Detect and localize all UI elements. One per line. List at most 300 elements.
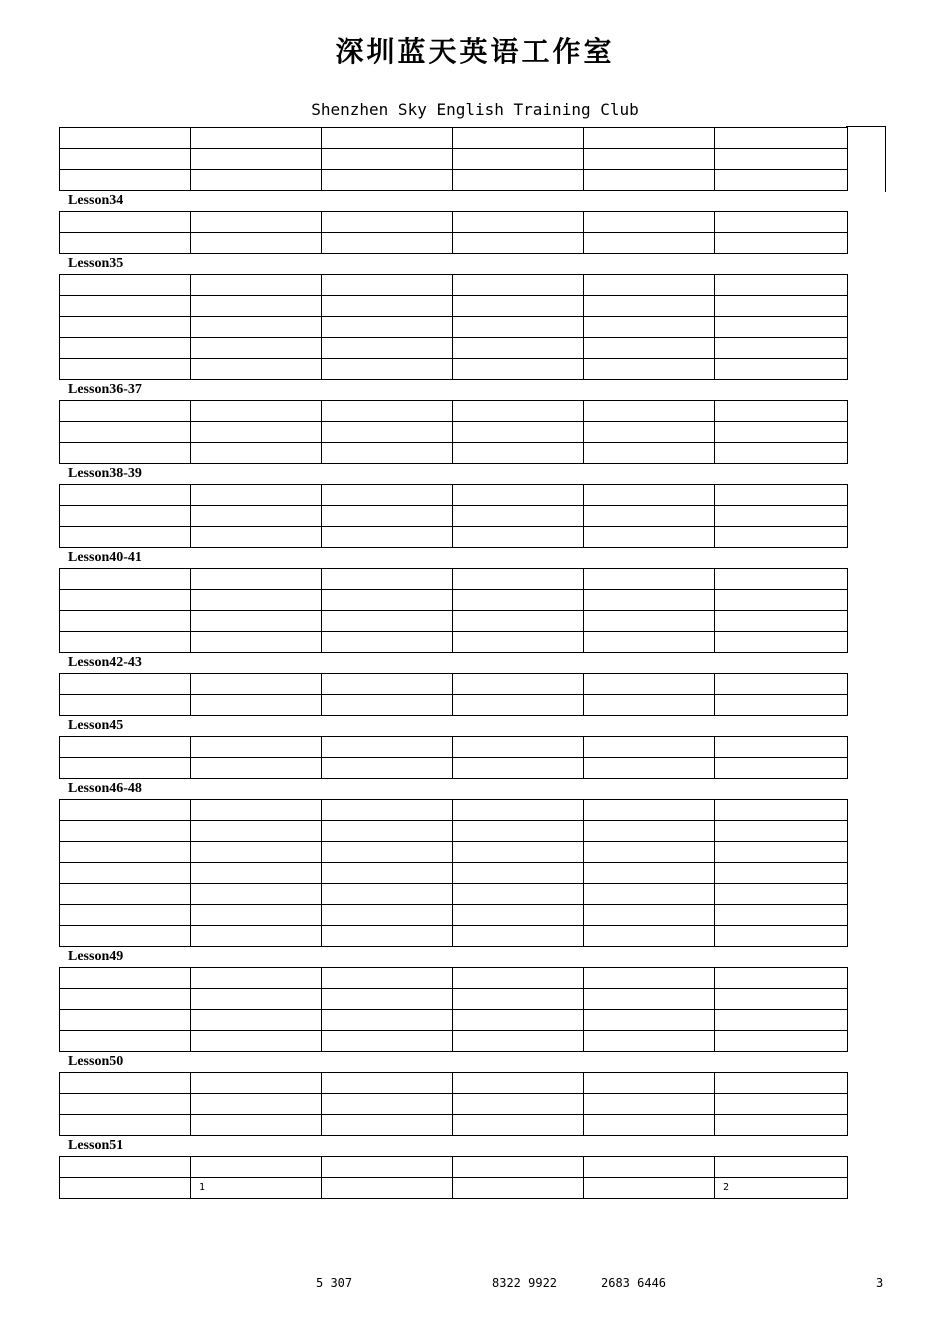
answer-cell[interactable] xyxy=(584,422,715,443)
answer-cell[interactable] xyxy=(322,1157,453,1178)
prompt-cell xyxy=(715,443,848,464)
answer-cell[interactable] xyxy=(322,338,453,359)
prompt-cell xyxy=(453,275,584,296)
answer-cell[interactable] xyxy=(60,989,191,1010)
footer-room: 5 307 xyxy=(316,1276,353,1290)
answer-cell[interactable] xyxy=(322,1073,453,1094)
answer-cell[interactable] xyxy=(60,695,191,716)
prompt-cell xyxy=(191,1157,322,1178)
prompt-cell xyxy=(453,863,584,884)
prompt-cell xyxy=(453,569,584,590)
answer-cell[interactable] xyxy=(584,926,715,947)
prompt-cell xyxy=(453,1010,584,1031)
page-title: 深圳蓝天英语工作室 xyxy=(335,35,615,68)
answer-cell[interactable] xyxy=(584,863,715,884)
lesson-heading: Lesson34 xyxy=(68,193,124,208)
prompt-cell xyxy=(453,758,584,779)
prompt-cell xyxy=(191,842,322,863)
lesson-heading: Lesson36-37 xyxy=(68,382,142,397)
answer-cell[interactable] xyxy=(322,737,453,758)
prompt-cell xyxy=(453,1157,584,1178)
answer-cell[interactable] xyxy=(584,674,715,695)
answer-cell[interactable] xyxy=(584,968,715,989)
answer-cell[interactable] xyxy=(322,926,453,947)
table-row xyxy=(60,989,848,1010)
answer-cell[interactable] xyxy=(584,1157,715,1178)
prompt-cell xyxy=(715,1157,848,1178)
prompt-cell xyxy=(191,170,322,191)
prompt-cell xyxy=(715,212,848,233)
table-row xyxy=(60,485,848,506)
vocabulary-sheet xyxy=(59,127,847,1199)
table-row xyxy=(60,758,848,779)
prompt-cell xyxy=(453,1178,584,1199)
answer-cell[interactable] xyxy=(322,527,453,548)
prompt-cell xyxy=(715,884,848,905)
vocab-table xyxy=(59,211,848,254)
table-row xyxy=(60,590,848,611)
table-row xyxy=(60,317,848,338)
table-row xyxy=(60,1178,848,1199)
prompt-cell xyxy=(715,485,848,506)
table-row xyxy=(60,695,848,716)
prompt-cell xyxy=(715,1115,848,1136)
answer-cell[interactable] xyxy=(322,422,453,443)
prompt-cell xyxy=(191,317,322,338)
prompt-cell xyxy=(191,149,322,170)
answer-cell[interactable] xyxy=(322,128,453,149)
answer-cell[interactable] xyxy=(60,821,191,842)
prompt-cell xyxy=(715,170,848,191)
lesson-heading: Lesson38-39 xyxy=(68,466,142,481)
table-row xyxy=(60,1094,848,1115)
prompt-cell xyxy=(453,422,584,443)
table-row xyxy=(60,821,848,842)
vocab-table xyxy=(59,127,848,191)
prompt-cell xyxy=(715,632,848,653)
answer-cell[interactable] xyxy=(322,1010,453,1031)
footer-page-number: 3 xyxy=(876,1276,884,1290)
table-row xyxy=(60,1010,848,1031)
vocab-table xyxy=(59,736,848,779)
answer-cell[interactable] xyxy=(322,800,453,821)
prompt-cell xyxy=(191,569,322,590)
prompt-cell xyxy=(191,884,322,905)
prompt-cell xyxy=(715,317,848,338)
prompt-cell xyxy=(715,800,848,821)
prompt-cell xyxy=(715,1073,848,1094)
table-row xyxy=(60,737,848,758)
table-row xyxy=(60,275,848,296)
prompt-cell xyxy=(715,842,848,863)
vocab-table xyxy=(59,400,848,464)
answer-cell[interactable] xyxy=(584,569,715,590)
footer-phone-1: 8322 9922 xyxy=(492,1276,558,1290)
answer-cell[interactable] xyxy=(60,611,191,632)
prompt-cell xyxy=(715,695,848,716)
prompt-cell xyxy=(715,989,848,1010)
prompt-cell xyxy=(191,422,322,443)
answer-cell[interactable] xyxy=(60,359,191,380)
prompt-cell xyxy=(191,758,322,779)
prompt-cell xyxy=(191,926,322,947)
table-row xyxy=(60,674,848,695)
prompt-cell xyxy=(453,149,584,170)
prompt-cell xyxy=(191,212,322,233)
answer-cell[interactable] xyxy=(60,1094,191,1115)
answer-cell[interactable] xyxy=(584,485,715,506)
prompt-cell xyxy=(191,338,322,359)
table-row xyxy=(60,212,848,233)
prompt-cell xyxy=(191,1094,322,1115)
vocab-table xyxy=(59,673,848,716)
answer-cell[interactable] xyxy=(60,170,191,191)
prompt-cell xyxy=(453,737,584,758)
prompt-cell xyxy=(453,674,584,695)
prompt-cell xyxy=(453,590,584,611)
answer-cell[interactable] xyxy=(322,233,453,254)
answer-cell[interactable] xyxy=(584,149,715,170)
answer-cell[interactable] xyxy=(322,359,453,380)
prompt-cell xyxy=(453,338,584,359)
prompt-cell: 1 xyxy=(191,1178,322,1199)
table-row xyxy=(60,128,848,149)
prompt-cell xyxy=(191,485,322,506)
answer-cell[interactable] xyxy=(584,758,715,779)
answer-cell[interactable] xyxy=(322,821,453,842)
prompt-cell xyxy=(715,401,848,422)
answer-cell[interactable] xyxy=(584,989,715,1010)
table-row xyxy=(60,1115,848,1136)
prompt-cell: 2 xyxy=(715,1178,848,1199)
prompt-cell xyxy=(453,905,584,926)
prompt-cell xyxy=(191,296,322,317)
prompt-cell xyxy=(191,989,322,1010)
lesson-heading: Lesson46-48 xyxy=(68,781,142,796)
prompt-cell xyxy=(453,1073,584,1094)
table-row xyxy=(60,1073,848,1094)
lesson-heading: Lesson45 xyxy=(68,718,124,733)
prompt-cell xyxy=(453,212,584,233)
prompt-cell xyxy=(453,926,584,947)
vocab-table xyxy=(59,484,848,548)
prompt-cell xyxy=(453,401,584,422)
prompt-cell xyxy=(715,338,848,359)
prompt-cell xyxy=(453,611,584,632)
prompt-cell xyxy=(715,1094,848,1115)
answer-cell[interactable] xyxy=(584,296,715,317)
answer-cell[interactable] xyxy=(322,212,453,233)
answer-cell[interactable] xyxy=(322,569,453,590)
answer-cell[interactable] xyxy=(584,317,715,338)
prompt-cell xyxy=(191,590,322,611)
answer-cell[interactable] xyxy=(60,149,191,170)
answer-cell[interactable] xyxy=(584,1094,715,1115)
table-row xyxy=(60,422,848,443)
answer-cell[interactable] xyxy=(584,506,715,527)
prompt-cell xyxy=(191,632,322,653)
prompt-cell xyxy=(715,527,848,548)
prompt-cell xyxy=(191,905,322,926)
table-row xyxy=(60,884,848,905)
prompt-cell xyxy=(191,359,322,380)
answer-cell[interactable] xyxy=(584,905,715,926)
prompt-cell xyxy=(715,296,848,317)
answer-cell[interactable] xyxy=(584,800,715,821)
prompt-cell xyxy=(191,674,322,695)
answer-cell[interactable] xyxy=(584,170,715,191)
answer-cell[interactable] xyxy=(60,128,191,149)
table-row xyxy=(60,842,848,863)
answer-cell[interactable] xyxy=(60,1178,191,1199)
answer-cell[interactable] xyxy=(60,275,191,296)
answer-cell[interactable] xyxy=(322,842,453,863)
table-row xyxy=(60,569,848,590)
answer-cell[interactable] xyxy=(322,884,453,905)
answer-cell[interactable] xyxy=(584,884,715,905)
vocab-table xyxy=(59,967,848,1052)
table-row xyxy=(60,863,848,884)
answer-cell[interactable] xyxy=(584,275,715,296)
table-row xyxy=(60,401,848,422)
vocab-table xyxy=(59,799,848,947)
prompt-cell xyxy=(715,359,848,380)
prompt-cell xyxy=(191,968,322,989)
prompt-cell xyxy=(191,233,322,254)
prompt-cell xyxy=(453,1031,584,1052)
answer-cell[interactable] xyxy=(584,1178,715,1199)
answer-cell[interactable] xyxy=(60,296,191,317)
answer-cell[interactable] xyxy=(584,695,715,716)
prompt-cell xyxy=(191,506,322,527)
answer-cell[interactable] xyxy=(322,611,453,632)
answer-cell[interactable] xyxy=(322,443,453,464)
table-edge-vline xyxy=(885,126,886,192)
table-row xyxy=(60,1031,848,1052)
answer-cell[interactable] xyxy=(60,758,191,779)
answer-cell[interactable] xyxy=(584,401,715,422)
answer-cell[interactable] xyxy=(60,968,191,989)
answer-cell[interactable] xyxy=(60,1157,191,1178)
answer-cell[interactable] xyxy=(60,527,191,548)
prompt-cell xyxy=(191,1073,322,1094)
prompt-cell xyxy=(715,737,848,758)
answer-cell[interactable] xyxy=(60,800,191,821)
answer-cell[interactable] xyxy=(322,506,453,527)
prompt-cell xyxy=(715,758,848,779)
answer-cell[interactable] xyxy=(322,275,453,296)
prompt-cell xyxy=(715,905,848,926)
table-edge-line xyxy=(846,126,886,127)
lesson-heading: Lesson51 xyxy=(68,1138,124,1153)
answer-cell[interactable] xyxy=(60,926,191,947)
answer-cell[interactable] xyxy=(60,1115,191,1136)
prompt-cell xyxy=(453,170,584,191)
answer-cell[interactable] xyxy=(60,317,191,338)
answer-cell[interactable] xyxy=(322,401,453,422)
prompt-cell xyxy=(715,149,848,170)
answer-cell[interactable] xyxy=(584,233,715,254)
table-row xyxy=(60,233,848,254)
answer-cell[interactable] xyxy=(322,1115,453,1136)
answer-cell[interactable] xyxy=(322,968,453,989)
vocab-table xyxy=(59,1156,848,1199)
vocab-table xyxy=(59,274,848,380)
table-row xyxy=(60,527,848,548)
prompt-cell xyxy=(453,296,584,317)
prompt-cell xyxy=(453,821,584,842)
prompt-cell xyxy=(191,821,322,842)
answer-cell[interactable] xyxy=(584,1010,715,1031)
answer-cell[interactable] xyxy=(322,170,453,191)
answer-cell[interactable] xyxy=(60,422,191,443)
table-row xyxy=(60,1157,848,1178)
prompt-cell xyxy=(715,506,848,527)
prompt-cell xyxy=(191,1010,322,1031)
answer-cell[interactable] xyxy=(60,338,191,359)
table-row xyxy=(60,443,848,464)
prompt-cell xyxy=(191,1031,322,1052)
prompt-cell xyxy=(453,1115,584,1136)
prompt-cell xyxy=(191,863,322,884)
answer-cell[interactable] xyxy=(322,695,453,716)
prompt-cell xyxy=(453,233,584,254)
answer-cell[interactable] xyxy=(322,296,453,317)
prompt-cell xyxy=(191,695,322,716)
answer-cell[interactable] xyxy=(322,149,453,170)
answer-cell[interactable] xyxy=(60,1073,191,1094)
prompt-cell xyxy=(191,128,322,149)
prompt-cell xyxy=(453,506,584,527)
table-row xyxy=(60,170,848,191)
answer-cell[interactable] xyxy=(584,359,715,380)
answer-cell[interactable] xyxy=(60,1031,191,1052)
answer-cell[interactable] xyxy=(322,989,453,1010)
answer-cell[interactable] xyxy=(322,1031,453,1052)
answer-cell[interactable] xyxy=(584,527,715,548)
answer-cell[interactable] xyxy=(322,590,453,611)
table-row xyxy=(60,506,848,527)
prompt-cell xyxy=(715,422,848,443)
answer-cell[interactable] xyxy=(584,1115,715,1136)
table-row xyxy=(60,905,848,926)
page-subtitle: Shenzhen Sky English Training Club xyxy=(311,100,639,119)
answer-cell[interactable] xyxy=(60,1010,191,1031)
prompt-cell xyxy=(715,590,848,611)
table-row xyxy=(60,632,848,653)
answer-cell[interactable] xyxy=(60,212,191,233)
prompt-cell xyxy=(191,401,322,422)
prompt-cell xyxy=(191,611,322,632)
lesson-heading: Lesson50 xyxy=(68,1054,124,1069)
answer-cell[interactable] xyxy=(60,401,191,422)
prompt-cell xyxy=(453,800,584,821)
answer-cell[interactable] xyxy=(584,632,715,653)
prompt-cell xyxy=(453,1094,584,1115)
answer-cell[interactable] xyxy=(322,1094,453,1115)
answer-cell[interactable] xyxy=(60,863,191,884)
table-row xyxy=(60,611,848,632)
answer-cell[interactable] xyxy=(60,842,191,863)
table-row xyxy=(60,296,848,317)
prompt-cell xyxy=(715,128,848,149)
answer-cell[interactable] xyxy=(60,443,191,464)
prompt-cell xyxy=(715,1010,848,1031)
table-row xyxy=(60,968,848,989)
answer-cell[interactable] xyxy=(584,128,715,149)
answer-cell[interactable] xyxy=(60,632,191,653)
lesson-heading: Lesson40-41 xyxy=(68,550,142,565)
answer-cell[interactable] xyxy=(322,863,453,884)
answer-cell[interactable] xyxy=(60,905,191,926)
answer-cell[interactable] xyxy=(584,737,715,758)
answer-cell[interactable] xyxy=(584,611,715,632)
answer-cell[interactable] xyxy=(322,758,453,779)
prompt-cell xyxy=(453,968,584,989)
table-row xyxy=(60,359,848,380)
table-row xyxy=(60,338,848,359)
answer-cell[interactable] xyxy=(60,674,191,695)
answer-cell[interactable] xyxy=(584,443,715,464)
answer-cell[interactable] xyxy=(322,632,453,653)
answer-cell[interactable] xyxy=(584,212,715,233)
lesson-heading: Lesson42-43 xyxy=(68,655,142,670)
answer-cell[interactable] xyxy=(60,233,191,254)
answer-cell[interactable] xyxy=(322,905,453,926)
prompt-cell xyxy=(453,884,584,905)
prompt-cell xyxy=(191,737,322,758)
prompt-cell xyxy=(453,485,584,506)
prompt-cell xyxy=(191,527,322,548)
prompt-cell xyxy=(453,989,584,1010)
prompt-cell xyxy=(453,443,584,464)
prompt-cell xyxy=(191,275,322,296)
answer-cell[interactable] xyxy=(60,884,191,905)
prompt-cell xyxy=(715,863,848,884)
vocab-table xyxy=(59,1072,848,1136)
answer-cell[interactable] xyxy=(322,674,453,695)
prompt-cell xyxy=(191,800,322,821)
prompt-cell xyxy=(453,842,584,863)
prompt-cell xyxy=(453,128,584,149)
answer-cell[interactable] xyxy=(584,338,715,359)
answer-cell[interactable] xyxy=(584,1073,715,1094)
lesson-heading: Lesson49 xyxy=(68,949,124,964)
prompt-cell xyxy=(191,1115,322,1136)
prompt-cell xyxy=(715,968,848,989)
prompt-cell xyxy=(453,695,584,716)
answer-cell[interactable] xyxy=(584,590,715,611)
answer-cell[interactable] xyxy=(60,506,191,527)
prompt-cell xyxy=(715,275,848,296)
prompt-cell xyxy=(453,317,584,338)
answer-cell[interactable] xyxy=(322,485,453,506)
answer-cell[interactable] xyxy=(584,821,715,842)
answer-cell[interactable] xyxy=(584,842,715,863)
answer-cell[interactable] xyxy=(322,317,453,338)
answer-cell[interactable] xyxy=(60,485,191,506)
prompt-cell xyxy=(715,611,848,632)
prompt-cell xyxy=(715,821,848,842)
prompt-cell xyxy=(715,926,848,947)
lesson-heading: Lesson35 xyxy=(68,256,124,271)
answer-cell[interactable] xyxy=(322,1178,453,1199)
answer-cell[interactable] xyxy=(60,590,191,611)
answer-cell[interactable] xyxy=(60,569,191,590)
answer-cell[interactable] xyxy=(584,1031,715,1052)
table-row xyxy=(60,926,848,947)
answer-cell[interactable] xyxy=(60,737,191,758)
